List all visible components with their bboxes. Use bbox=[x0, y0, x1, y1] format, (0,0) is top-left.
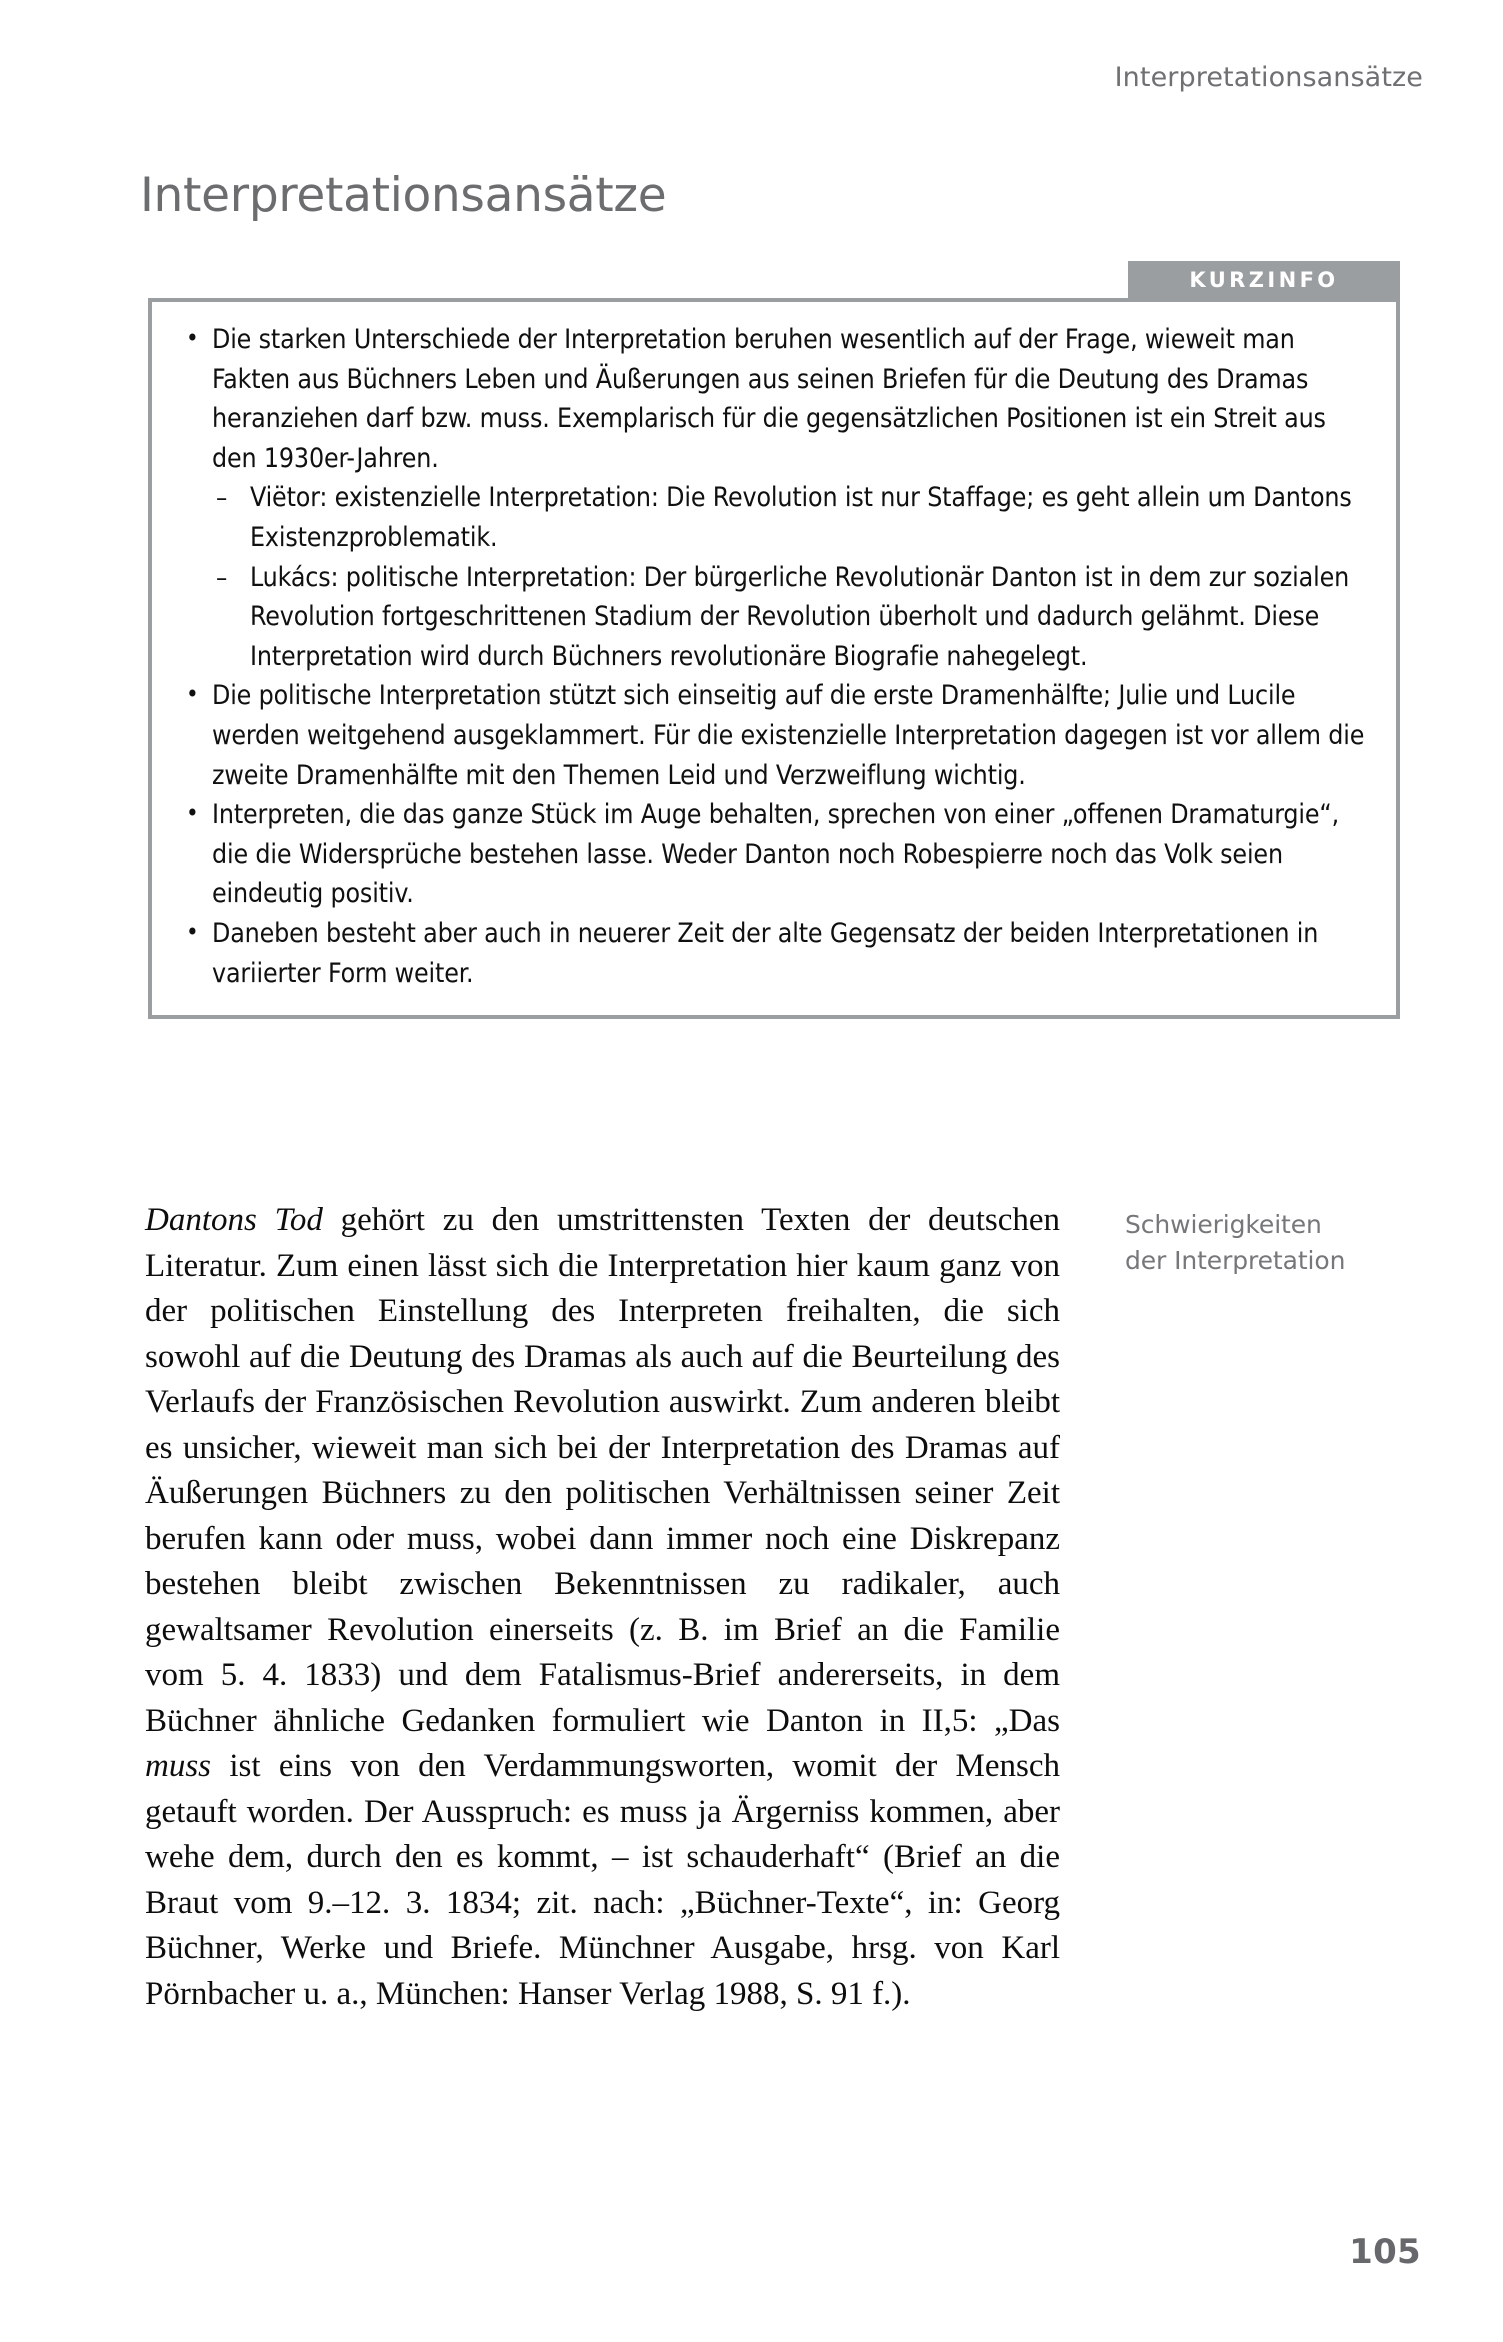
list-item: – Lukács: politische Interpretation: Der bürgerliche Revolutionär Danton ist in dem zur sozialen Revolution fortgeschrittenen Stadium der Revolution überholt und dadurch gelähmt. Diese Interpretation wird durch Büchners revolutionäre Biografie nahegelegt. bbox=[214, 558, 1370, 677]
page-title: Interpretationsansätze bbox=[140, 168, 667, 223]
list-item: – Viëtor: existenzielle Interpretation: Die Revolution ist nur Staffage; es geht allein um Dantons Existenzproblematik. bbox=[214, 478, 1370, 557]
list-item: • Daneben besteht aber auch in neuerer Zeit der alte Gegensatz der beiden Interpretationen in variierter Form weiter. bbox=[174, 914, 1370, 993]
body-segment-text: gehört zu den umstrittensten Texten der deutschen Literatur. Zum einen lässt sich die Interpretation hier kaum ganz von der politischen Einstellung des Interpreten freihalten, die sich sowohl auf die Deutung des Dramas als auch auf die Beurteilung des Verlaufs der Französischen Revolution auswirkt. Zum anderen bleibt es unsicher, wieweit man sich bei der Interpretation des Dramas auf Äußerungen Büchners zu den politischen Verhältnissen seiner Zeit berufen kann oder muss, wobei dann immer noch eine Diskrepanz bestehen bleibt zwischen Bekenntnissen zu radikaler, auch gewaltsamer Revolution einerseits (z. B. im Brief an die Familie vom 5. 4. 1833) und dem Fatalismus-Brief andererseits, in dem Büchner ähnliche Gedanken formuliert wie Danton in II,5: „Das bbox=[145, 1202, 1061, 1739]
body-segment-text: ist eins von den Verdammungsworten, womit der Mensch getauft worden. Der Ausspruch: es muss ja Ärgerniss kommen, aber wehe dem, durch den es kommt, – ist schauderhaft“ (Brief an die Braut vom 9.–12. 3. 1834; zit. nach: „Büchner-Texte“, in: Georg Büchner, Werke und Briefe. Münchner Ausgabe, hrsg. von Karl Pörnbacher u. a., München: Hanser Verlag 1988, S. 91 f.). bbox=[145, 1748, 1060, 2012]
margin-note-line-2: der Interpretation bbox=[1125, 1246, 1346, 1275]
kurzinfo-badge-label: KURZINFO bbox=[1189, 268, 1339, 292]
list-item: • Interpreten, die das ganze Stück im Auge behalten, sprechen von einer „offenen Dramaturgie“, die die Widersprüche bestehen lasse. Weder Danton noch Robespierre noch das Volk seien eindeutig positiv. bbox=[174, 795, 1370, 914]
page-number: 105 bbox=[1349, 2232, 1421, 2272]
kurzinfo-bullet-list bbox=[174, 320, 1370, 993]
kurzinfo-sub-list bbox=[214, 478, 1370, 676]
body-segment-italic: Dantons Tod bbox=[145, 1202, 323, 1238]
body-text-column bbox=[145, 1198, 1060, 2017]
list-item: • Die starken Unterschiede der Interpretation beruhen wesentlich auf der Frage, wieweit man Fakten aus Büchners Leben und Äußerungen aus seinen Briefen für die Deutung des Dramas heranziehen darf bzw. muss. Exemplarisch für die gegensätzlichen Positionen ist ein Streit aus den 1930er-Jahren. bbox=[174, 320, 1370, 478]
list-item: • Die politische Interpretation stützt sich einseitig auf die erste Dramenhälfte; Julie und Lucile werden weitgehend ausgeklammert. Für die existenzielle Interpretation dagegen ist vor allem die zweite Dramenhälfte mit den Themen Leid und Verzweiflung wichtig. bbox=[174, 676, 1370, 795]
body-segment-italic: muss bbox=[145, 1748, 212, 1784]
body-paragraph bbox=[145, 1198, 1060, 2017]
running-header: Interpretationsansätze bbox=[1114, 62, 1423, 93]
kurzinfo-badge bbox=[1128, 261, 1400, 299]
margin-note-line-1: Schwierigkeiten bbox=[1125, 1210, 1322, 1239]
margin-note bbox=[1125, 1207, 1425, 1279]
kurzinfo-box bbox=[148, 298, 1400, 1019]
